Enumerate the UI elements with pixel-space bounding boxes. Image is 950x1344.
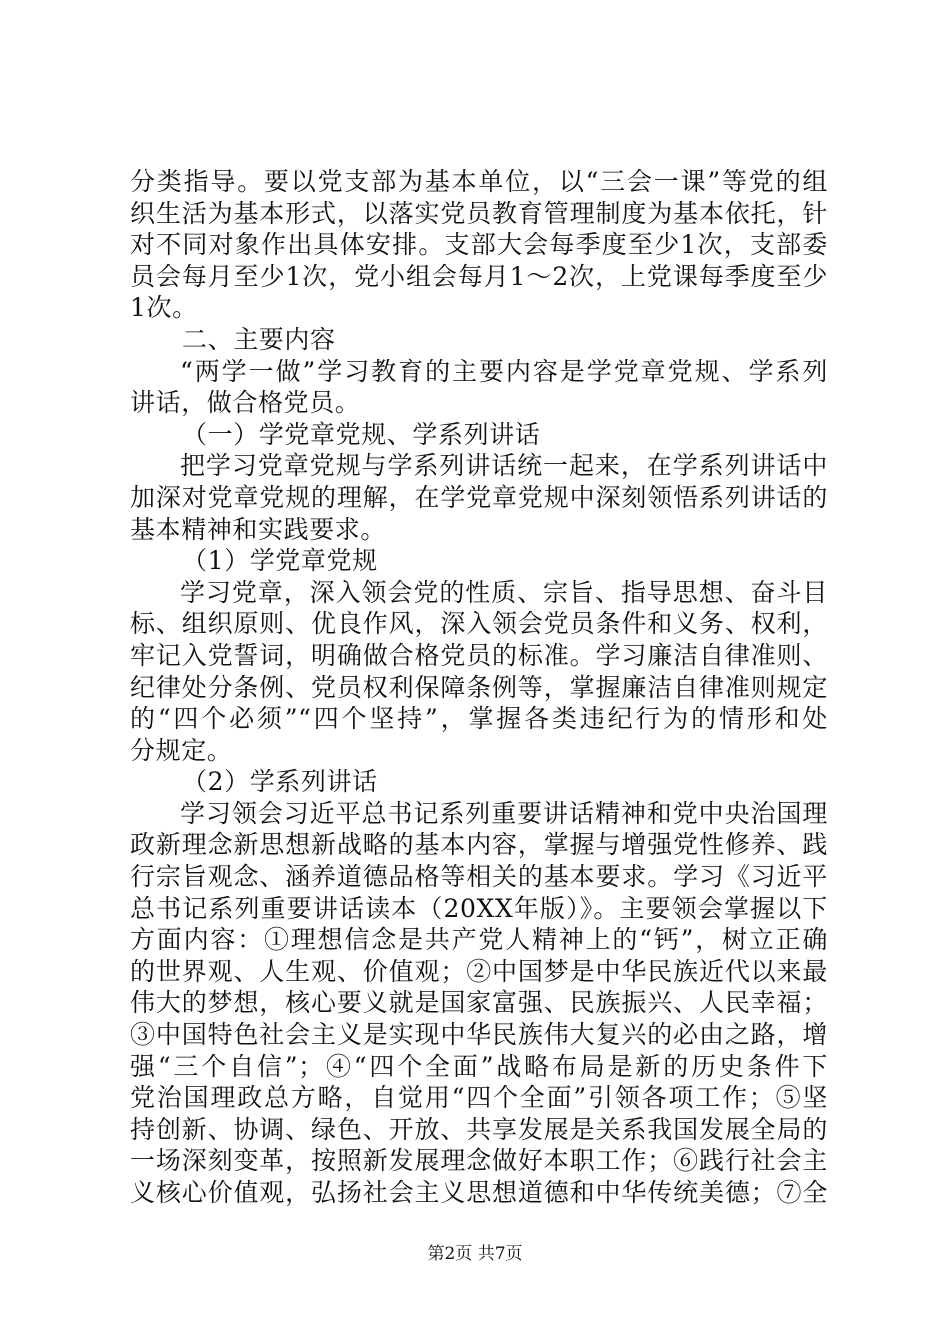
text-line: 讲话，做合格党员。 xyxy=(130,388,361,418)
section-heading xyxy=(130,545,828,577)
text-line: 标、组织原则、优良作风，深入领会党员条件和义务、权利， xyxy=(130,609,828,639)
text-line: 1次。 xyxy=(130,293,198,323)
text-line: （一）学党章党规、学系列讲话 xyxy=(182,419,541,449)
text-line: 学习领会习近平总书记系列重要讲话精神和党中央治国理 xyxy=(180,798,828,828)
text-line: 分规定。 xyxy=(130,735,233,765)
text-line: （2）学系列讲话 xyxy=(182,767,378,797)
text-line: 分类指导。要以党支部为基本单位，以“三会一课”等党的组 xyxy=(130,167,828,196)
text-line: 加深对党章党规的理解，在学党章党规中深刻领悟系列讲话的 xyxy=(130,482,828,512)
text-line: 的“四个必须”“四个坚持”，掌握各类违纪行为的情形和处 xyxy=(130,704,828,734)
section-heading xyxy=(130,766,828,798)
text-line: 织生活为基本形式，以落实党员教育管理制度为基本依托，针 xyxy=(130,198,828,228)
section-heading xyxy=(130,419,828,451)
document-body xyxy=(130,166,828,1209)
body-paragraph xyxy=(130,450,828,545)
text-line: 基本精神和实践要求。 xyxy=(130,514,387,544)
text-line: ③中国特色社会主义是实现中华民族伟大复兴的必由之路，增 xyxy=(130,1020,828,1050)
text-line: 义核心价值观，弘扬社会主义思想道德和中华传统美德；⑦全 xyxy=(130,1178,828,1207)
text-line: 把学习党章党规与学系列讲话统一起来，在学系列讲话中 xyxy=(180,451,828,481)
text-line: 强“三个自信”；④“四个全面”战略布局是新的历史条件下 xyxy=(130,1051,828,1081)
text-line: 伟大的梦想，核心要义就是国家富强、民族振兴、人民幸福； xyxy=(130,988,828,1018)
text-line: 党治国理政总方略，自觉用“四个全面”引领各项工作；⑤坚 xyxy=(130,1083,828,1113)
text-line: 政新理念新思想新战略的基本内容，掌握与增强党性修养、践 xyxy=(130,830,828,860)
text-line: 二、主要内容 xyxy=(182,324,336,354)
text-line: 行宗旨观念、涵养道德品格等相关的基本要求。学习《习近平 xyxy=(130,862,828,892)
text-line: 牢记入党誓词，明确做合格党员的标准。学习廉洁自律准则、 xyxy=(130,640,828,670)
text-line: 总书记系列重要讲话读本（20XX年版）》。主要领会掌握以下 xyxy=(130,893,828,923)
page-footer: 第2页 共7页 xyxy=(427,1244,523,1264)
text-line: 方面内容：①理想信念是共产党人精神上的“钙”，树立正确 xyxy=(130,925,828,955)
text-line: 学习党章，深入领会党的性质、宗旨、指导思想、奋斗目 xyxy=(180,577,828,607)
section-heading xyxy=(130,324,828,356)
text-line: 的世界观、人生观、价值观；②中国梦是中华民族近代以来最 xyxy=(130,956,828,986)
text-line: 一场深刻变革，按照新发展理念做好本职工作；⑥践行社会主 xyxy=(130,1146,828,1176)
text-line: “两学一做”学习教育的主要内容是学党章党规、学系列 xyxy=(180,356,828,386)
body-paragraph xyxy=(130,798,828,1209)
body-paragraph xyxy=(130,577,828,767)
text-line: 对不同对象作出具体安排。支部大会每季度至少1次，支部委 xyxy=(130,230,828,260)
body-paragraph xyxy=(130,356,828,419)
body-paragraph xyxy=(130,166,828,324)
text-line: 纪律处分条例、党员权利保障条例等，掌握廉洁自律准则规定 xyxy=(130,672,828,702)
text-line: 持创新、协调、绿色、开放、共享发展是关系我国发展全局的 xyxy=(130,1114,828,1144)
text-line: （1）学党章党规 xyxy=(182,546,378,576)
text-line: 员会每月至少1次，党小组会每月1～2次，上党课每季度至少 xyxy=(130,261,828,291)
